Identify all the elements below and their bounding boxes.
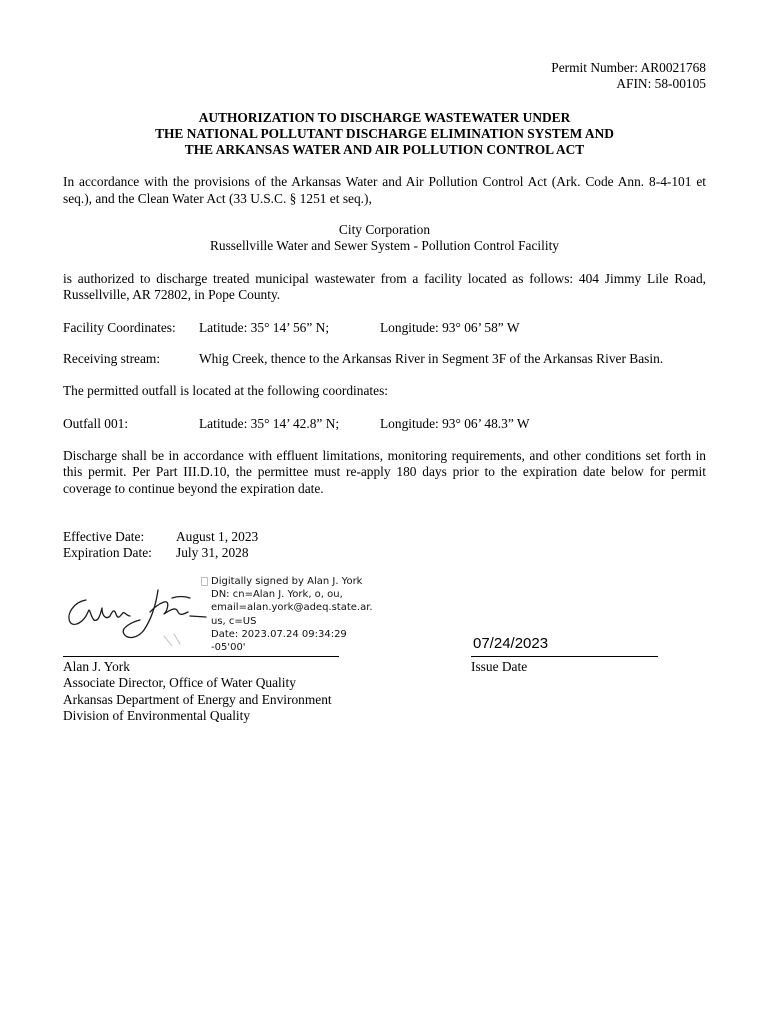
conditions-line-3: coverage to continue beyond the expiration date. [63, 481, 324, 496]
signature-checkbox-icon [201, 577, 209, 587]
receiving-stream-row [63, 351, 706, 368]
permit-number: Permit Number: AR0021768 [551, 60, 706, 75]
handwritten-signature [60, 586, 220, 646]
receiving-stream-label: Receiving stream: [63, 351, 161, 366]
effective-date-value: August 1, 2023 [176, 529, 259, 544]
outfall-longitude: Longitude: 93° 06’ 48.3” W [380, 416, 530, 431]
facility-coordinates-row [63, 320, 706, 337]
facility-name: Russellville Water and Sewer System - Pollution Control Facility [209, 238, 560, 253]
expiration-date-row [63, 545, 363, 562]
title-line-1: AUTHORIZATION TO DISCHARGE WASTEWATER UNDER [198, 110, 571, 125]
authorization-line-2: Russellville, AR 72802, in Pope County. [63, 287, 281, 302]
title-line-2: THE NATIONAL POLLUTANT DISCHARGE ELIMINATION SYSTEM AND [155, 126, 614, 141]
conditions-line-1: Discharge shall be in accordance with effluent limitations, monitoring requirements, and other conditions set forth in [63, 448, 706, 463]
outfall-row [63, 416, 706, 433]
title-line-3: THE ARKANSAS WATER AND AIR POLLUTION CONTROL ACT [184, 142, 585, 157]
issue-date-value: 07/24/2023 [473, 635, 549, 652]
issue-date-label: Issue Date [471, 659, 528, 674]
dsig-line-2: DN: cn=Alan J. York, o, ou, [211, 589, 343, 601]
effective-date-label: Effective Date: [63, 529, 145, 544]
signature-line [63, 656, 339, 657]
facility-longitude: Longitude: 93° 06’ 58” W [380, 320, 520, 335]
afin-number: AFIN: 58-00105 [616, 76, 706, 91]
dsig-line-6: -05'00' [211, 642, 246, 654]
signatory-division: Division of Environmental Quality [63, 708, 251, 723]
dsig-line-1: Digitally signed by Alan J. York [211, 576, 363, 587]
expiration-date-label: Expiration Date: [63, 545, 152, 560]
intro-line-2: seq.), and the Clean Water Act (33 U.S.C. § 1251 et seq.), [63, 191, 372, 206]
conditions-line-2: this permit. Per Part III.D.10, the permittee must re-apply 180 days prior to the expiration date below for permit [63, 464, 706, 479]
outfall-label: Outfall 001: [63, 416, 129, 431]
outfall-intro: The permitted outfall is located at the following coordinates: [63, 383, 388, 398]
dsig-line-4: us, c=US [211, 615, 257, 627]
signatory-title: Associate Director, Office of Water Quality [63, 675, 296, 690]
expiration-date-value: July 31, 2028 [176, 545, 249, 560]
receiving-stream-value: Whig Creek, thence to the Arkansas River in Segment 3F of the Arkansas River Basin. [199, 351, 664, 366]
authorization-line-1: is authorized to discharge treated municipal wastewater from a facility located as follows: 404 Jimmy Lile Road, [63, 271, 706, 286]
signatory-department: Arkansas Department of Energy and Environment [63, 692, 332, 707]
facility-coordinates-label: Facility Coordinates: [63, 320, 176, 335]
signatory-name: Alan J. York [63, 659, 130, 674]
effective-date-row [63, 529, 363, 546]
facility-latitude: Latitude: 35° 14’ 56” N; [199, 320, 330, 335]
dsig-line-5: Date: 2023.07.24 09:34:29 [211, 628, 347, 640]
outfall-latitude: Latitude: 35° 14’ 42.8” N; [199, 416, 340, 431]
digital-signature-stamp [211, 575, 373, 654]
permittee-name: City Corporation [338, 222, 431, 237]
issue-date-line [471, 656, 658, 657]
intro-line-1: In accordance with the provisions of the Arkansas Water and Air Pollution Control Act (Ark. Code Ann. 8-4-101 et [63, 174, 706, 189]
dsig-line-3: email=alan.york@adeq.state.ar. [211, 602, 373, 614]
